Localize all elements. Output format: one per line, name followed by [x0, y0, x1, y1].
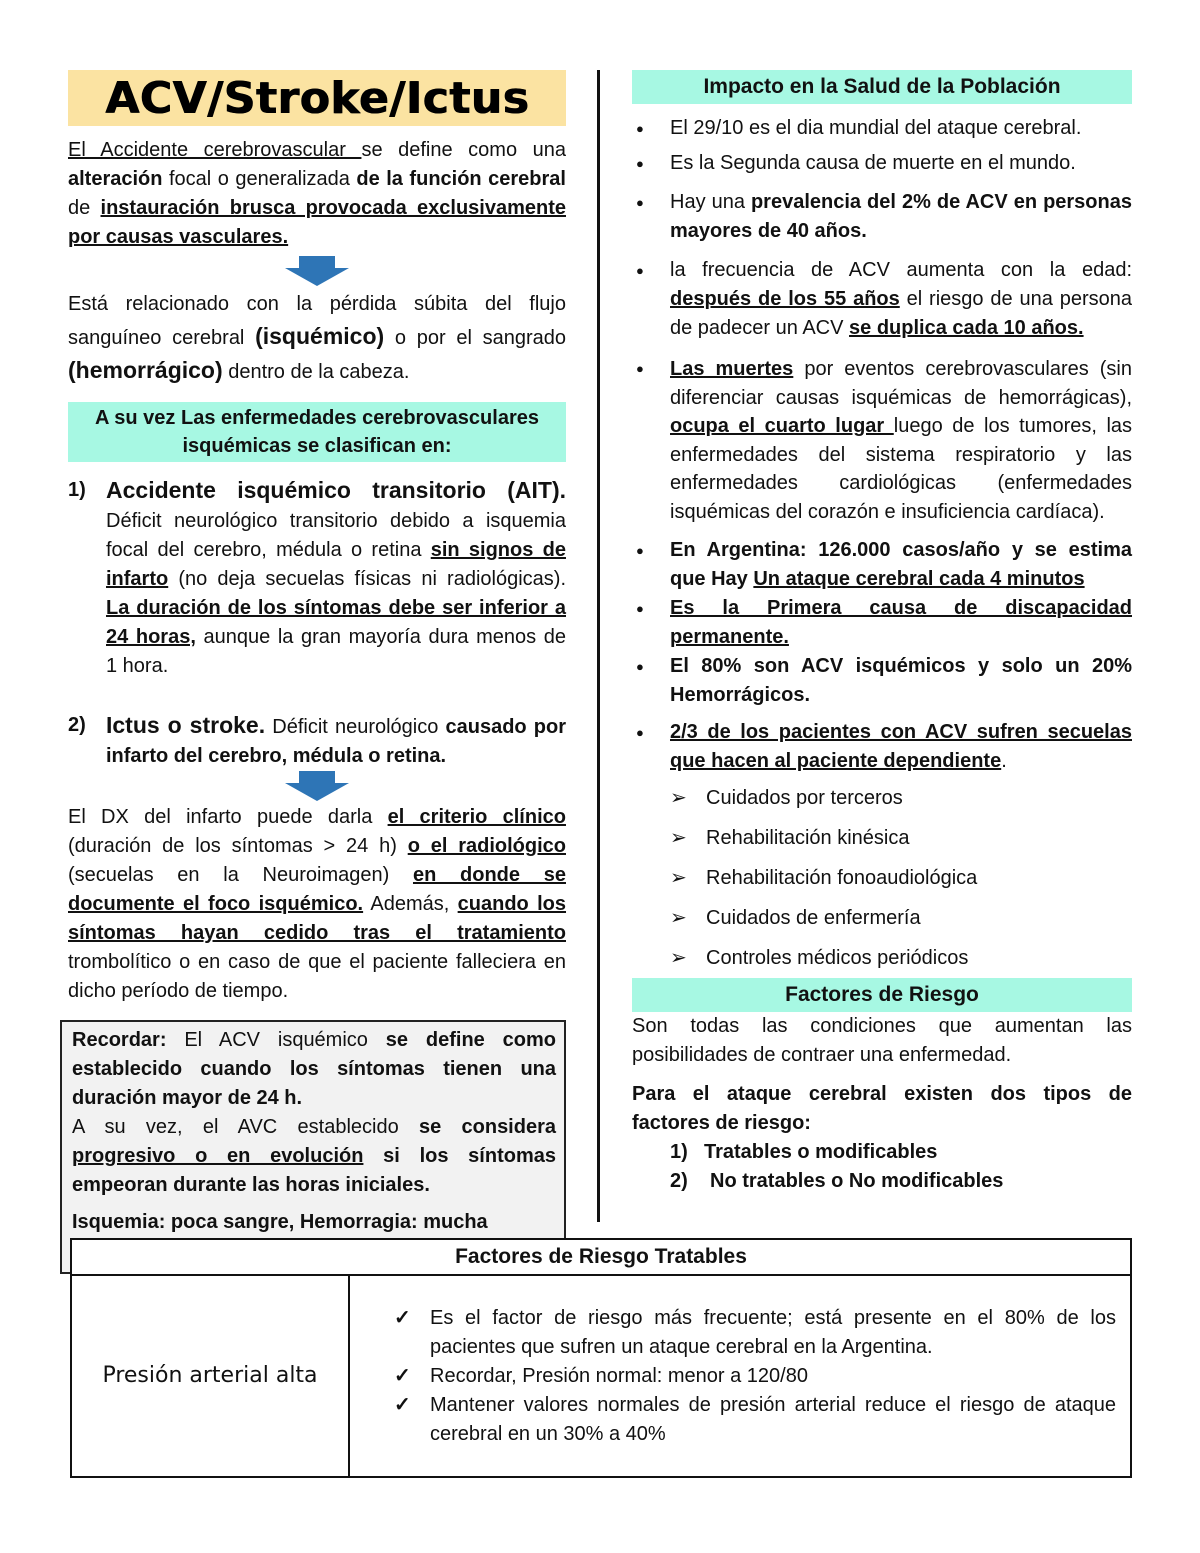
description-cell	[349, 1275, 1131, 1477]
type-ait	[68, 476, 566, 681]
text-span: (no deja secuelas físicas ni radiológicas).	[168, 568, 566, 590]
secuelas-list	[632, 778, 1132, 978]
arrowhead-icon: ➢	[670, 947, 687, 969]
text-span: ocupa el cuarto lugar	[670, 415, 894, 437]
text-span: El Accidente cerebrovascular	[68, 139, 362, 161]
list-item	[632, 536, 1132, 594]
text-span: El 80% son ACV isquémicos y solo un 20% Hemorrágicos.	[670, 655, 1132, 706]
text-span: por eventos cerebrovasculares (sin diferenciar causas isquémicas de hemorrágicas),	[670, 358, 1132, 409]
text-span: de	[68, 197, 101, 219]
text-span: cuando los síntomas hayan cedido tras el tratamiento	[68, 893, 567, 944]
text-span: El 29/10 es el dia mundial del ataque cerebral.	[670, 117, 1082, 139]
list-item	[632, 718, 1132, 776]
text-span: el riesgo de una persona de padecer un ACV	[670, 288, 1133, 339]
arrowhead-icon: ➢	[670, 827, 687, 849]
table-header: Factores de Riesgo Tratables	[71, 1239, 1131, 1275]
text-span: Controles médicos periódicos	[706, 947, 969, 969]
list-number: 2)	[670, 1170, 688, 1192]
arrowhead-icon: ➢	[670, 867, 687, 889]
text-span: Recordar:	[72, 1029, 167, 1051]
list-item	[632, 818, 1132, 858]
text-span: prevalencia del 2% de ACV en personas mayores de 40 años.	[670, 191, 1132, 242]
text-span: si los síntomas empeoran durante las horas iniciales.	[72, 1145, 556, 1196]
text-span: Déficit neurológico	[265, 716, 446, 738]
type-stroke	[68, 711, 566, 771]
factores-header: Factores de Riesgo	[632, 978, 1132, 1012]
list-item	[632, 355, 1132, 526]
text-span: dentro de la cabeza.	[222, 361, 410, 383]
check-list	[394, 1304, 1116, 1449]
text-span: Un ataque cerebral cada 4 minutos	[753, 568, 1085, 590]
right-column	[632, 70, 1132, 1196]
text-span: El ACV isquémico	[166, 1029, 386, 1051]
relation-paragraph	[68, 288, 566, 388]
list-item	[632, 778, 1132, 818]
page-title: ACV/Stroke/Ictus	[68, 70, 566, 126]
list-item: ✓ Recordar, Presión normal: menor a 120/80	[394, 1362, 1116, 1391]
text-span: focal o generalizada	[162, 168, 357, 190]
list-number: 1)	[670, 1141, 688, 1163]
text-span: Cuidados de enfermería	[706, 907, 921, 929]
text-span: luego de los tumores, las enfermedades del sistema respiratorio y las enfermedades cardiológicas (enfermedades isquémicas del corazón e insuficiencia cardíaca).	[670, 415, 1133, 523]
text-span: después de los 55 años	[670, 288, 900, 310]
text-span: sin signos de infarto	[106, 539, 566, 590]
text-span: Es la Segunda causa de muerte en el mundo.	[670, 152, 1076, 174]
text-span: instauración brusca provocada exclusivamente por causas vasculares.	[68, 197, 566, 248]
left-column	[68, 70, 566, 1274]
text-span: o por el sangrado	[384, 327, 566, 349]
list-item	[632, 256, 1132, 343]
text-span: La duración de los síntomas debe ser inferior a 24 horas,	[106, 597, 566, 648]
text-span: Ictus o stroke.	[106, 712, 266, 738]
text-span: Accidente isquémico transitorio (AIT).	[106, 477, 566, 503]
factores-intro: Para el ataque cerebral existen dos tipos de factores de riesgo:	[632, 1083, 1132, 1134]
text-span: A su vez, el AVC establecido	[72, 1116, 419, 1138]
list-item	[632, 652, 1132, 710]
text-span: Rehabilitación kinésica	[706, 827, 910, 849]
list-item	[632, 898, 1132, 938]
down-arrow-icon	[285, 256, 349, 286]
text-span: trombolítico o en caso de que el paciente falleciera en dicho período de tiempo.	[68, 951, 566, 1002]
classification-box: A su vez Las enfermedades cerebrovasculares isquémicas se clasifican en:	[68, 402, 566, 462]
text-span: .	[1001, 750, 1007, 772]
factores-definition: Son todas las condiciones que aumentan las posibilidades de contraer una enfermedad.	[632, 1015, 1132, 1066]
text-span: la frecuencia de ACV aumenta con la edad:	[670, 259, 1132, 281]
text-span: progresivo o en evolución	[72, 1145, 364, 1167]
text-span: (duración de los síntomas > 24 h)	[68, 835, 408, 857]
text-span: Es la Primera causa de discapacidad permanente.	[670, 597, 1132, 648]
list-item	[632, 594, 1132, 652]
text-span: Déficit neurológico transitorio debido a isquemia focal del cerebro, médula o retina	[106, 510, 566, 561]
text-span: Hay una	[670, 191, 751, 213]
list-item	[632, 114, 1132, 143]
recordar-summary: Isquemia: poca sangre, Hemorragia: mucha	[72, 1211, 488, 1233]
list-item	[632, 188, 1132, 246]
text-span: Cuidados por terceros	[706, 787, 903, 809]
down-arrow-icon	[285, 771, 349, 801]
table-header-row	[71, 1239, 1131, 1275]
text-span: En Argentina: 126.000 casos/año y se estima que Hay	[670, 539, 1132, 590]
arrowhead-icon: ➢	[670, 787, 687, 809]
text-span: 2/3 de los pacientes con ACV sufren secuelas que hacen al paciente dependiente	[670, 721, 1132, 772]
arrowhead-icon: ➢	[670, 907, 687, 929]
text-span: se define como una	[361, 139, 566, 161]
text-span: o el radiológico	[407, 835, 566, 857]
text-span: (isquémico)	[255, 323, 385, 349]
recordar-box	[60, 1020, 566, 1274]
text-span: causado por infarto del cerebro, médula o retina.	[106, 716, 566, 767]
list-number: 2)	[68, 714, 86, 736]
text-span: (secuelas en la Neuroimagen)	[68, 864, 413, 886]
text-span: aunque la gran mayoría dura menos de 1 hora.	[106, 626, 566, 677]
recordar-text	[72, 1026, 556, 1113]
text-span: el criterio clínico	[387, 806, 566, 828]
list-item: ✓ Mantener valores normales de presión arterial reduce el riesgo de ataque cerebral en un 30% a 40%	[394, 1391, 1116, 1449]
text-span: Está relacionado con la pérdida súbita del flujo sanguíneo cerebral	[68, 293, 566, 349]
definition-paragraph	[68, 136, 566, 252]
list-item	[632, 858, 1132, 898]
list-item	[632, 938, 1132, 978]
diagnosis-paragraph	[68, 803, 566, 1006]
text-span: El DX del infarto puede darla	[68, 806, 388, 828]
text-span: No tratables o No modificables	[710, 1170, 1004, 1192]
text-span: en donde se documente el foco isquémico.	[68, 864, 566, 915]
list-item	[632, 149, 1132, 178]
table-row	[71, 1275, 1131, 1477]
text-span: (hemorrágico)	[68, 357, 223, 383]
text-span: Además,	[363, 893, 458, 915]
text-span: Rehabilitación fonoaudiológica	[706, 867, 978, 889]
list-item	[670, 1138, 1132, 1167]
list-number: 1)	[68, 479, 86, 501]
impacto-list	[632, 114, 1132, 776]
text-span: Tratables o modificables	[704, 1141, 938, 1163]
impacto-header: Impacto en la Salud de la Población	[632, 70, 1132, 104]
list-item	[670, 1167, 1132, 1196]
ischemic-types-list	[68, 476, 566, 771]
factores-types	[632, 1138, 1132, 1196]
condition-cell: Presión arterial alta	[71, 1275, 349, 1477]
text-span: se duplica cada 10 años.	[849, 317, 1084, 339]
text-span: se considera	[418, 1116, 556, 1138]
recordar-text-2	[72, 1113, 556, 1200]
list-item: ✓ Es el factor de riesgo más frecuente; está presente en el 80% de los pacientes que sufren un ataque cerebral en la Argentina.	[394, 1304, 1116, 1362]
text-span: se define como establecido cuando los síntomas tienen una duración mayor de 24 h.	[72, 1029, 556, 1109]
text-span: alteración	[68, 168, 163, 190]
text-span: Las muertes	[670, 358, 794, 380]
column-divider	[597, 70, 600, 1222]
risk-factors-table	[70, 1238, 1132, 1478]
text-span: de la función cerebral	[356, 168, 566, 190]
